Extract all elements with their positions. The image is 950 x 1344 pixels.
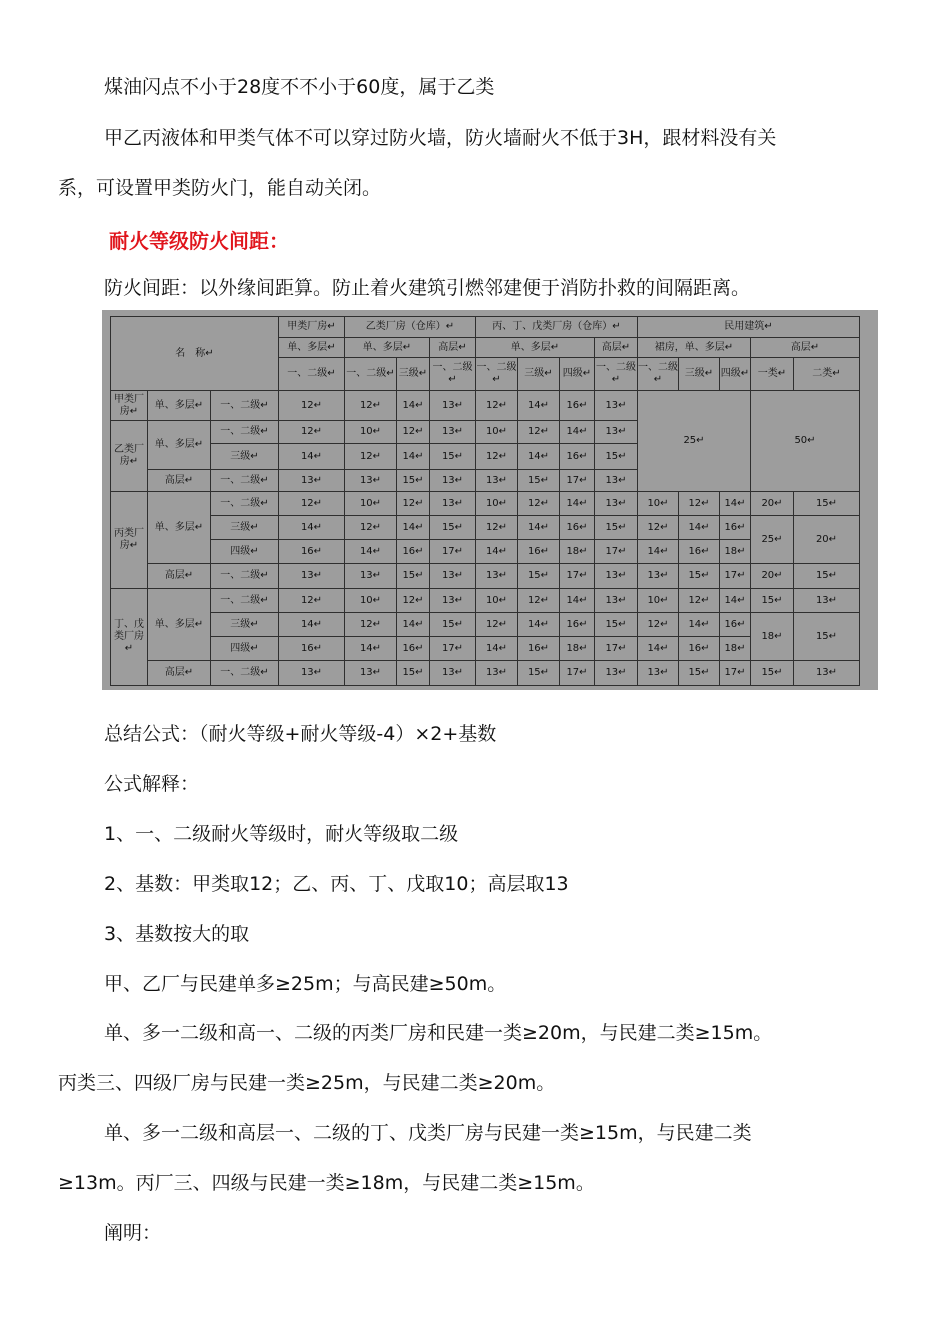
floor-label: 单、多层↵ — [148, 421, 211, 470]
header-yi-single-multi: 单、多层↵ — [345, 338, 430, 358]
table-cell: 15↵ — [751, 661, 794, 686]
table-cell: 18↵ — [720, 637, 751, 661]
table-cell: 13↵ — [476, 470, 518, 492]
table-cell: 16↵ — [560, 444, 595, 470]
table-cell: 17↵ — [430, 540, 476, 564]
table-cell: 13↵ — [430, 391, 476, 421]
grade-label: 四级↵ — [211, 540, 279, 564]
table-cell: 13↵ — [595, 391, 638, 421]
table-cell: 13↵ — [279, 564, 345, 589]
table-cell: 17↵ — [595, 540, 638, 564]
table-cell: 12↵ — [679, 492, 720, 516]
table-cell: 15↵ — [595, 444, 638, 470]
table-cell: 15↵ — [679, 661, 720, 686]
grade-label: 一、二级↵ — [211, 470, 279, 492]
floor-label: 高层↵ — [148, 564, 211, 589]
table-cell: 16↵ — [720, 516, 751, 540]
header-civil: 民用建筑↵ — [638, 317, 860, 338]
merged-cell-18: 18↵ — [751, 613, 794, 661]
table-cell: 17↵ — [560, 661, 595, 686]
table-cell: 14↵ — [476, 637, 518, 661]
merged-cell-50: 50↵ — [751, 391, 860, 492]
table-cell: 16↵ — [397, 637, 430, 661]
table-cell: 12↵ — [345, 613, 397, 637]
header-grade: 四级↵ — [720, 358, 751, 391]
grade-label: 三级↵ — [211, 516, 279, 540]
header-grade: 一、二级↵ — [638, 358, 679, 391]
table-cell: 15↵ — [430, 444, 476, 470]
table-cell: 12↵ — [279, 421, 345, 444]
table-cell: 15↵ — [397, 564, 430, 589]
merged-cell-15: 15↵ — [794, 613, 860, 661]
paragraph-rule-1: 1、一、二级耐火等级时，耐火等级取二级 — [104, 823, 459, 845]
fire-spacing-table-image — [102, 310, 878, 690]
table-cell: 14↵ — [397, 516, 430, 540]
table-cell: 10↵ — [476, 421, 518, 444]
table-cell: 15↵ — [751, 589, 794, 613]
grade-label: 三级↵ — [211, 613, 279, 637]
grade-label: 一、二级↵ — [211, 564, 279, 589]
table-cell: 14↵ — [679, 516, 720, 540]
table-name-header: 名 称↵ — [111, 317, 279, 391]
table-cell: 15↵ — [430, 516, 476, 540]
table-cell: 20↵ — [751, 492, 794, 516]
table-cell: 14↵ — [720, 492, 751, 516]
table-cell: 12↵ — [518, 492, 560, 516]
merged-cell-25: 25↵ — [638, 391, 751, 492]
header-jia-single-multi: 单、多层↵ — [279, 338, 345, 358]
table-cell: 13↵ — [595, 492, 638, 516]
paragraph-jia-yi-civil: 甲、乙厂与民建单多≥25m；与高民建≥50m。 — [104, 973, 507, 995]
paragraph-rule-3: 3、基数按大的取 — [104, 923, 250, 945]
paragraph-bing-line1: 单、多一二级和高一、二级的丙类厂房和民建一类≥20m，与民建二类≥15m。 — [104, 1022, 773, 1044]
row-group-ding-wu: 丁、戊类厂房↵ — [111, 589, 148, 686]
table-cell: 13↵ — [345, 564, 397, 589]
header-grade: 一、二级↵ — [279, 358, 345, 391]
table-cell: 13↵ — [279, 470, 345, 492]
table-cell: 14↵ — [720, 589, 751, 613]
table-cell: 12↵ — [638, 613, 679, 637]
table-cell: 13↵ — [595, 589, 638, 613]
table-cell: 16↵ — [679, 637, 720, 661]
table-cell: 10↵ — [345, 589, 397, 613]
table-cell: 17↵ — [595, 637, 638, 661]
table-cell: 12↵ — [638, 516, 679, 540]
table-cell: 14↵ — [518, 391, 560, 421]
table-cell: 17↵ — [430, 637, 476, 661]
table-cell: 12↵ — [279, 589, 345, 613]
table-cell: 15↵ — [679, 564, 720, 589]
table-cell: 13↵ — [794, 661, 860, 686]
table-cell: 14↵ — [397, 391, 430, 421]
header-bing-ding-wu: 丙、丁、戊类厂房（仓库）↵ — [476, 317, 638, 338]
header-grade: 一、二级↵ — [345, 358, 397, 391]
table-cell: 13↵ — [430, 589, 476, 613]
table-cell: 14↵ — [518, 444, 560, 470]
table-cell: 13↵ — [345, 470, 397, 492]
paragraph-firewall-line1: 甲乙丙液体和甲类气体不可以穿过防火墙，防火墙耐火不低于3H，跟材料没有关 — [104, 127, 777, 149]
grade-label: 一、二级↵ — [211, 492, 279, 516]
table-cell: 12↵ — [397, 589, 430, 613]
table-cell: 17↵ — [560, 564, 595, 589]
table-cell: 12↵ — [397, 421, 430, 444]
paragraph-bing-line2: 丙类三、四级厂房与民建一类≥25m，与民建二类≥20m。 — [58, 1072, 556, 1094]
table-cell: 13↵ — [279, 661, 345, 686]
paragraph-spacing-definition: 防火间距：以外缘间距算。防止着火建筑引燃邻建便于消防扑救的间隔距离。 — [104, 277, 751, 299]
table-cell: 12↵ — [476, 444, 518, 470]
table-cell: 14↵ — [638, 540, 679, 564]
table-cell: 15↵ — [794, 492, 860, 516]
table-cell: 10↵ — [345, 421, 397, 444]
table-cell: 12↵ — [279, 492, 345, 516]
floor-label: 单、多层↵ — [148, 589, 211, 661]
table-cell: 15↵ — [397, 470, 430, 492]
table-cell: 13↵ — [430, 661, 476, 686]
table-cell: 13↵ — [595, 421, 638, 444]
table-cell: 13↵ — [794, 589, 860, 613]
header-class: 一类↵ — [751, 358, 794, 391]
table-cell: 13↵ — [476, 661, 518, 686]
paragraph-rule-2: 2、基数：甲类取12；乙、丙、丁、戊取10；高层取13 — [104, 873, 569, 895]
table-cell: 12↵ — [397, 492, 430, 516]
header-jia: 甲类厂房↵ — [279, 317, 345, 338]
table-cell: 10↵ — [345, 492, 397, 516]
table-cell: 18↵ — [720, 540, 751, 564]
paragraph-formula-explanation: 公式解释： — [104, 773, 200, 795]
table-cell: 17↵ — [720, 564, 751, 589]
table-cell: 14↵ — [560, 492, 595, 516]
header-grade: 一、二级↵ — [430, 358, 476, 391]
header-grade: 三级↵ — [397, 358, 430, 391]
row-group-yi: 乙类厂房↵ — [111, 421, 148, 492]
row-group-jia: 甲类厂房↵ — [111, 391, 148, 421]
paragraph-ding-line1: 单、多一二级和高层一、二级的丁、戊类厂房与民建一类≥15m，与民建二类 — [104, 1122, 752, 1144]
table-cell: 12↵ — [518, 589, 560, 613]
floor-label: 高层↵ — [148, 470, 211, 492]
table-cell: 10↵ — [638, 492, 679, 516]
header-civil-high: 高层↵ — [751, 338, 860, 358]
merged-cell-25: 25↵ — [751, 516, 794, 564]
table-cell: 14↵ — [560, 421, 595, 444]
table-cell: 16↵ — [560, 391, 595, 421]
table-cell: 15↵ — [397, 661, 430, 686]
table-cell: 13↵ — [595, 470, 638, 492]
table-cell: 16↵ — [679, 540, 720, 564]
table-cell: 15↵ — [794, 564, 860, 589]
table-cell: 15↵ — [518, 564, 560, 589]
row-group-bing: 丙类厂房↵ — [111, 492, 148, 589]
header-class: 二类↵ — [794, 358, 860, 391]
grade-label: 三级↵ — [211, 444, 279, 470]
header-civil-podium: 裙房，单、多层↵ — [638, 338, 751, 358]
fire-spacing-table — [110, 316, 860, 686]
grade-label: 一、二级↵ — [211, 589, 279, 613]
table-cell: 16↵ — [518, 540, 560, 564]
table-cell: 12↵ — [345, 391, 397, 421]
table-cell: 17↵ — [560, 470, 595, 492]
section-heading: 耐火等级防火间距： — [109, 229, 289, 253]
floor-label: 单、多层↵ — [148, 391, 211, 421]
table-cell: 12↵ — [476, 613, 518, 637]
table-cell: 13↵ — [638, 564, 679, 589]
table-cell: 15↵ — [430, 613, 476, 637]
table-cell: 16↵ — [518, 637, 560, 661]
table-cell: 13↵ — [430, 470, 476, 492]
header-bing-high: 高层↵ — [595, 338, 638, 358]
header-grade: 一、二级↵ — [595, 358, 638, 391]
grade-label: 一、二级↵ — [211, 421, 279, 444]
grade-label: 一、二级↵ — [211, 661, 279, 686]
table-cell: 17↵ — [720, 661, 751, 686]
table-cell: 12↵ — [518, 421, 560, 444]
header-bing-single-multi: 单、多层↵ — [476, 338, 595, 358]
table-cell: 12↵ — [345, 516, 397, 540]
table-cell: 16↵ — [397, 540, 430, 564]
paragraph-summary-formula: 总结公式：（耐火等级+耐火等级-4）×2+基数 — [104, 723, 497, 745]
table-cell: 15↵ — [518, 470, 560, 492]
table-cell: 10↵ — [476, 492, 518, 516]
header-grade: 四级↵ — [560, 358, 595, 391]
grade-label: 四级↵ — [211, 637, 279, 661]
paragraph-ding-line2: ≥13m。丙厂三、四级与民建一类≥18m，与民建二类≥15m。 — [58, 1172, 595, 1194]
paragraph-notes: 阐明： — [104, 1222, 162, 1244]
merged-cell-20: 20↵ — [794, 516, 860, 564]
grade-label: 一、二级↵ — [211, 391, 279, 421]
table-cell: 14↵ — [279, 613, 345, 637]
table-cell: 14↵ — [345, 540, 397, 564]
table-cell: 16↵ — [279, 540, 345, 564]
table-cell: 13↵ — [345, 661, 397, 686]
table-cell: 14↵ — [518, 516, 560, 540]
table-cell: 12↵ — [476, 391, 518, 421]
table-cell: 16↵ — [720, 613, 751, 637]
table-cell: 13↵ — [430, 492, 476, 516]
table-cell: 13↵ — [476, 564, 518, 589]
table-cell: 10↵ — [638, 589, 679, 613]
header-yi-high: 高层↵ — [430, 338, 476, 358]
table-cell: 18↵ — [560, 540, 595, 564]
table-cell: 14↵ — [345, 637, 397, 661]
floor-label: 单、多层↵ — [148, 492, 211, 564]
table-cell: 14↵ — [397, 444, 430, 470]
table-cell: 12↵ — [679, 589, 720, 613]
table-cell: 14↵ — [679, 613, 720, 637]
table-cell: 16↵ — [560, 613, 595, 637]
table-cell: 12↵ — [345, 444, 397, 470]
table-cell: 20↵ — [751, 564, 794, 589]
header-yi: 乙类厂房（仓库）↵ — [345, 317, 476, 338]
header-grade: 三级↵ — [679, 358, 720, 391]
table-cell: 18↵ — [560, 637, 595, 661]
table-cell: 14↵ — [476, 540, 518, 564]
header-grade: 一、二级↵ — [476, 358, 518, 391]
table-cell: 13↵ — [595, 564, 638, 589]
table-cell: 13↵ — [430, 564, 476, 589]
paragraph-kerosene: 煤油闪点不小于28度不不小于60度，属于乙类 — [104, 76, 495, 98]
table-cell: 13↵ — [638, 661, 679, 686]
table-cell: 14↵ — [560, 589, 595, 613]
table-cell: 12↵ — [476, 516, 518, 540]
table-cell: 16↵ — [279, 637, 345, 661]
table-cell: 14↵ — [397, 613, 430, 637]
header-grade: 三级↵ — [518, 358, 560, 391]
floor-label: 高层↵ — [148, 661, 211, 686]
table-cell: 14↵ — [638, 637, 679, 661]
table-cell: 10↵ — [476, 589, 518, 613]
table-cell: 15↵ — [595, 613, 638, 637]
paragraph-firewall-line2: 系，可设置甲类防火门，能自动关闭。 — [58, 177, 382, 199]
table-cell: 12↵ — [279, 391, 345, 421]
table-cell: 14↵ — [279, 516, 345, 540]
table-cell: 13↵ — [595, 661, 638, 686]
table-cell: 16↵ — [560, 516, 595, 540]
table-cell: 15↵ — [518, 661, 560, 686]
table-cell: 13↵ — [430, 421, 476, 444]
table-cell: 14↵ — [518, 613, 560, 637]
table-cell: 15↵ — [595, 516, 638, 540]
table-cell: 14↵ — [279, 444, 345, 470]
